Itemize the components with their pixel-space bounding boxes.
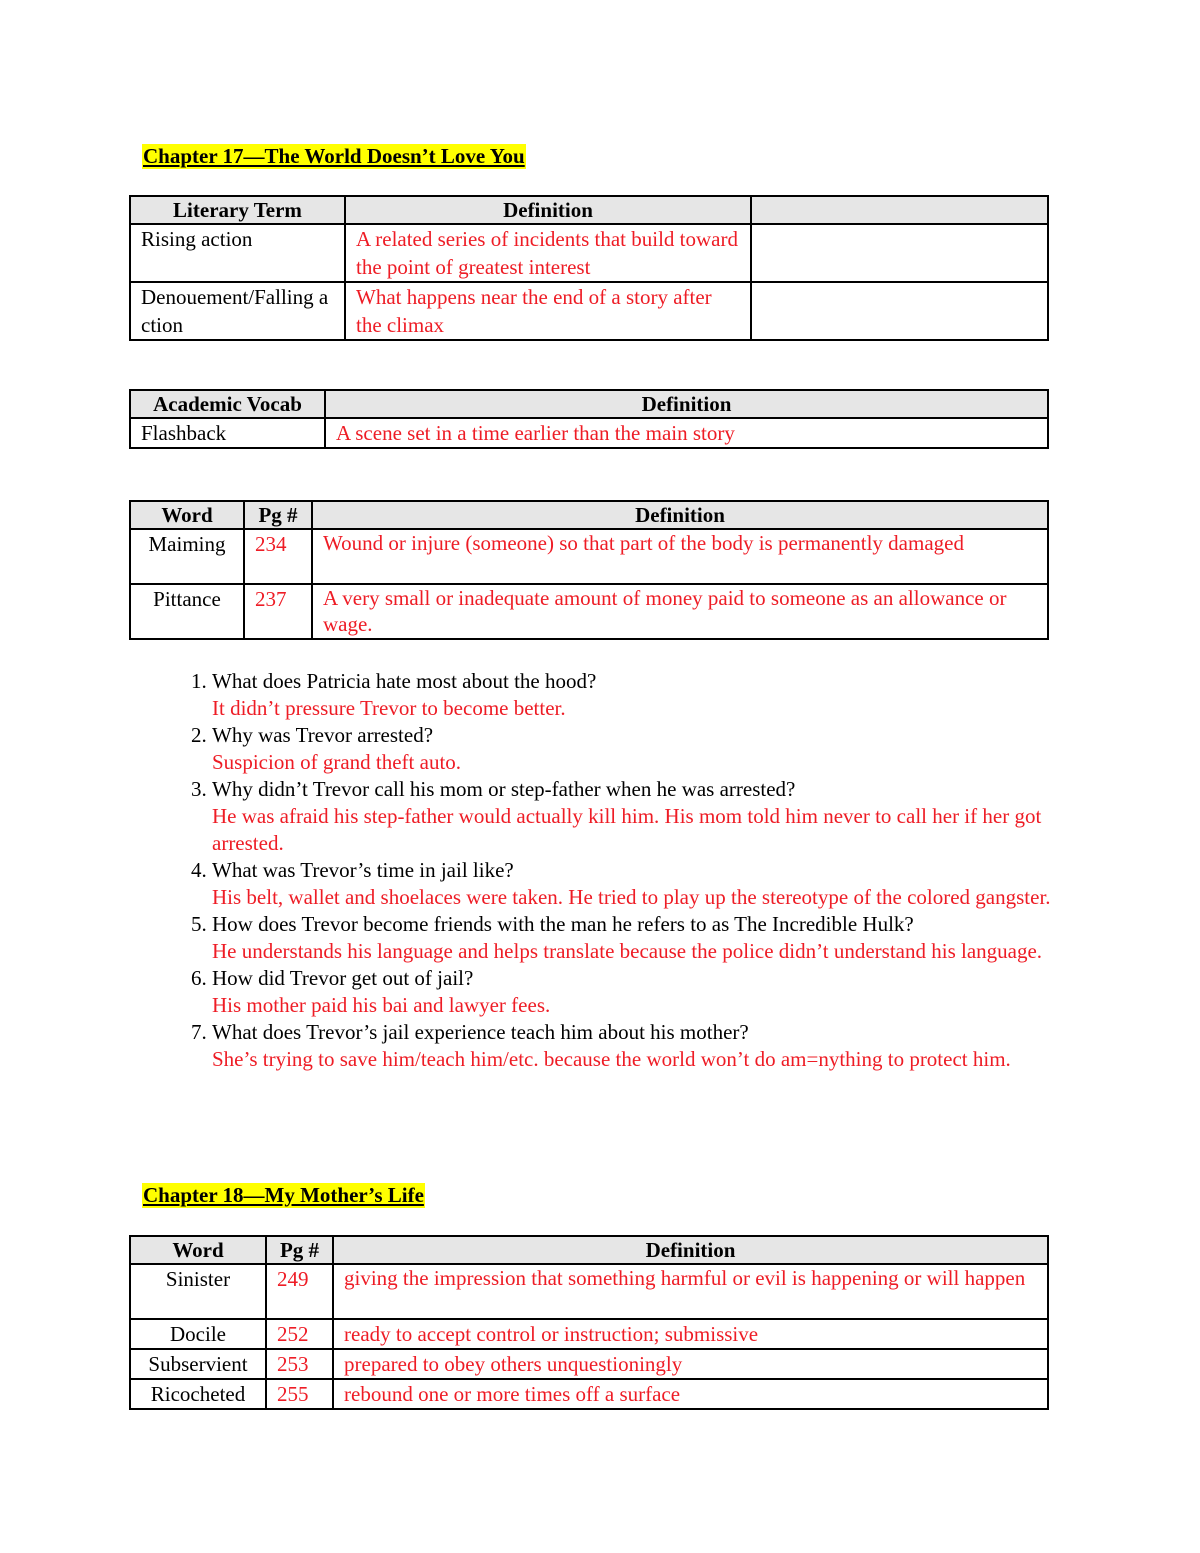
answer-text: His mother paid his bai and lawyer fees. — [212, 993, 551, 1017]
list-item — [212, 668, 1112, 722]
page-cell: 253 — [266, 1349, 333, 1379]
definition-cell: rebound one or more times off a surface — [333, 1379, 1048, 1409]
table-row — [130, 1379, 1048, 1409]
word-cell: Docile — [130, 1319, 266, 1349]
term-cell: Denouement/Falling action — [130, 282, 345, 340]
table-header-row — [130, 390, 1048, 418]
column-header — [751, 196, 1048, 224]
column-header: Definition — [345, 196, 751, 224]
page-cell: 234 — [244, 529, 312, 584]
word-cell: Ricocheted — [130, 1379, 266, 1409]
definition-cell: A very small or inadequate amount of money paid to someone as an allowance or wage. — [312, 584, 1048, 639]
answer-text: His belt, wallet and shoelaces were taken. He tried to play up the stereotype of the colored gangster. — [212, 885, 1051, 909]
table-row — [130, 418, 1048, 448]
list-item — [212, 722, 1112, 776]
academic-vocab-table — [129, 389, 1049, 449]
table-header-row — [130, 196, 1048, 224]
chapter-17-heading: Chapter 17—The World Doesn’t Love You — [143, 144, 525, 168]
table-row — [130, 1264, 1048, 1319]
column-header: Academic Vocab — [130, 390, 325, 418]
blank-cell — [751, 224, 1048, 282]
word-cell: Maiming — [130, 529, 244, 584]
answer-text: It didn’t pressure Trevor to become better. — [212, 696, 566, 720]
question-list — [170, 668, 1112, 1073]
word-cell: Subservient — [130, 1349, 266, 1379]
word-cell: Sinister — [130, 1264, 266, 1319]
column-header: Literary Term — [130, 196, 345, 224]
table-row — [130, 224, 1048, 282]
table-row — [130, 1349, 1048, 1379]
definition-cell: A scene set in a time earlier than the main story — [325, 418, 1048, 448]
definition-cell: What happens near the end of a story after the climax — [345, 282, 751, 340]
definition-cell: ready to accept control or instruction; submissive — [333, 1319, 1048, 1349]
answer-text: He was afraid his step-father would actually kill him. His mom told him never to call her if her got arrested. — [212, 804, 1042, 855]
table-header-row — [130, 1236, 1048, 1264]
table-row — [130, 282, 1048, 340]
question-text: 2. Why was Trevor arrested? — [212, 723, 434, 747]
question-text: 1. What does Patricia hate most about the hood? — [212, 669, 597, 693]
list-item — [212, 776, 1112, 857]
chapter-18-heading: Chapter 18—My Mother’s Life — [143, 1183, 424, 1207]
page-cell: 252 — [266, 1319, 333, 1349]
page-cell: 249 — [266, 1264, 333, 1319]
column-header: Definition — [333, 1236, 1048, 1264]
table-row — [130, 584, 1048, 639]
column-header: Definition — [325, 390, 1048, 418]
definition-cell: giving the impression that something harmful or evil is happening or will happen — [333, 1264, 1048, 1319]
table-header-row — [130, 501, 1048, 529]
page-cell: 255 — [266, 1379, 333, 1409]
term-cell: Rising action — [130, 224, 345, 282]
blank-cell — [751, 282, 1048, 340]
definition-cell: A related series of incidents that build toward the point of greatest interest — [345, 224, 751, 282]
column-header: Word — [130, 501, 244, 529]
chapter-17-word-table — [129, 500, 1049, 640]
table-row — [130, 529, 1048, 584]
column-header: Definition — [312, 501, 1048, 529]
page-cell: 237 — [244, 584, 312, 639]
question-text: 4. What was Trevor’s time in jail like? — [212, 858, 514, 882]
answer-text: Suspicion of grand theft auto. — [212, 750, 462, 774]
table-row — [130, 1319, 1048, 1349]
list-item — [212, 1019, 1112, 1073]
list-item — [212, 857, 1112, 911]
list-item — [212, 965, 1112, 1019]
question-text: 6. How did Trevor get out of jail? — [212, 966, 474, 990]
question-text: 5. How does Trevor become friends with the man he refers to as The Incredible Hulk? — [212, 912, 914, 936]
column-header: Pg # — [244, 501, 312, 529]
chapter-18-word-table — [129, 1235, 1049, 1410]
question-text: 3. Why didn’t Trevor call his mom or step-father when he was arrested? — [212, 777, 796, 801]
list-item — [212, 911, 1112, 965]
literary-term-table — [129, 195, 1049, 341]
word-cell: Pittance — [130, 584, 244, 639]
definition-cell: Wound or injure (someone) so that part of the body is permanently damaged — [312, 529, 1048, 584]
definition-cell: prepared to obey others unquestioningly — [333, 1349, 1048, 1379]
question-text: 7. What does Trevor’s jail experience teach him about his mother? — [212, 1020, 749, 1044]
term-cell: Flashback — [130, 418, 325, 448]
answer-text: He understands his language and helps translate because the police didn’t understand his language. — [212, 939, 1043, 963]
answer-text: She’s trying to save him/teach him/etc. because the world won’t do am=nything to protect him. — [212, 1047, 1011, 1071]
column-header: Pg # — [266, 1236, 333, 1264]
column-header: Word — [130, 1236, 266, 1264]
